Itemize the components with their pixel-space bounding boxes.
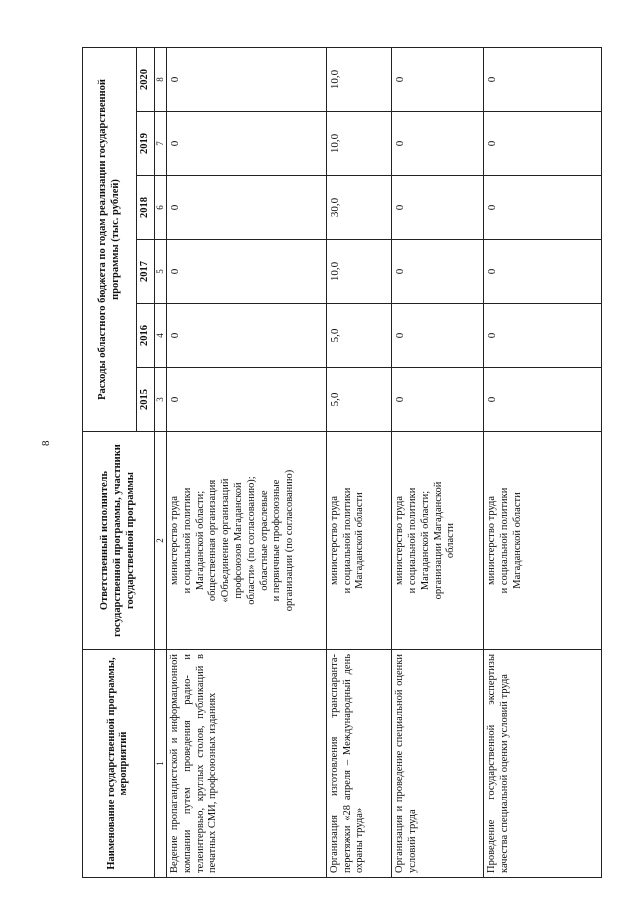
column-number: 4	[154, 304, 166, 368]
table-row	[167, 47, 327, 877]
expense-value: 0	[484, 176, 602, 240]
expense-value: 0	[392, 304, 484, 368]
expense-value: 0	[484, 368, 602, 432]
table-row	[484, 47, 602, 877]
responsible-line: министерство труда	[486, 495, 498, 586]
expense-value: 10,0	[326, 112, 391, 176]
header-year: 2018	[137, 176, 155, 240]
activity-name: Ведение пропагандистской и информационной компании путем проведения радио- и телеинтервью, круглых столов, публикаций в печатных СМИ, профсоюзных изданиях	[167, 650, 327, 878]
expense-value: 0	[484, 112, 602, 176]
expense-value: 0	[392, 176, 484, 240]
column-number: 3	[154, 368, 166, 432]
responsible-line: области» (по согласованию);	[245, 476, 257, 605]
responsible-line: и социальной политики	[181, 487, 193, 594]
column-number: 6	[154, 176, 166, 240]
expense-value: 0	[392, 112, 484, 176]
expense-value: 5,0	[326, 368, 391, 432]
expense-value: 0	[392, 47, 484, 111]
expense-value: 0	[392, 368, 484, 432]
responsible-line: Магаданской области	[511, 492, 523, 589]
expense-value: 0	[484, 47, 602, 111]
page-number: 8	[40, 440, 52, 446]
header-row	[83, 47, 137, 877]
table-row	[392, 47, 484, 877]
activity-name: Организация изготовления транспаранта-перетяжки «28 апреля – Международный день охраны труда»	[326, 650, 391, 878]
responsible-line: профсоюзов Магаданской	[233, 482, 245, 599]
header-year: 2016	[137, 304, 155, 368]
responsible-line: и социальной политики	[341, 487, 353, 594]
responsible-executor	[484, 432, 602, 650]
expense-value: 0	[167, 176, 327, 240]
responsible-line: общественная организация	[207, 479, 219, 602]
header-year: 2019	[137, 112, 155, 176]
responsible-line: министерство труда	[328, 495, 340, 586]
column-number: 1	[154, 650, 166, 878]
header-year: 2015	[137, 368, 155, 432]
header-name: Наименование государственной программы, мероприятий	[83, 650, 155, 878]
responsible-line: «Объединение организаций	[220, 478, 232, 603]
responsible-line: областные отраслевые	[258, 490, 270, 591]
expense-value: 0	[167, 112, 327, 176]
expense-value: 10,0	[326, 47, 391, 111]
expense-value: 5,0	[326, 304, 391, 368]
responsible-line: министерство труда	[394, 495, 406, 586]
responsible-executor	[392, 432, 484, 650]
column-number: 2	[154, 432, 166, 650]
expense-value: 0	[167, 368, 327, 432]
expense-value: 30,0	[326, 176, 391, 240]
header-expenses: Расходы областного бюджета по годам реализации государственной программы (тыс. рублей)	[83, 47, 137, 431]
rotated-table-wrapper	[82, 48, 602, 878]
responsible-line: Магаданской области;	[419, 490, 431, 591]
header-year: 2020	[137, 47, 155, 111]
expense-value: 0	[484, 304, 602, 368]
responsible-line: организации Магаданской	[432, 481, 444, 600]
responsible-line: и социальной политики	[499, 487, 511, 594]
expense-value: 0	[392, 240, 484, 304]
responsible-line: и первичные профсоюзные	[271, 479, 283, 602]
table-row	[326, 47, 391, 877]
expense-value: 10,0	[326, 240, 391, 304]
column-number: 5	[154, 240, 166, 304]
header-year: 2017	[137, 240, 155, 304]
expense-value: 0	[167, 47, 327, 111]
responsible-executor	[167, 432, 327, 650]
column-number: 8	[154, 47, 166, 111]
expense-value: 0	[167, 240, 327, 304]
responsible-line: Магаданской области;	[194, 490, 206, 591]
responsible-line: министерство труда	[169, 495, 181, 586]
activity-name: Организация и проведение специальной оценки условий труда	[392, 650, 484, 878]
expense-value: 0	[167, 304, 327, 368]
activity-name: Проведение государственной экспертизы качества специальной оценки условий труда	[484, 650, 602, 878]
column-number: 7	[154, 112, 166, 176]
responsible-line: Магаданской области	[354, 492, 366, 589]
responsible-line: области	[445, 522, 457, 559]
responsible-line: организации (по согласованию)	[284, 469, 296, 612]
responsible-executor	[326, 432, 391, 650]
column-number-row	[154, 47, 166, 877]
expense-value: 0	[484, 240, 602, 304]
header-responsible: Ответственный исполнитель государственной программы, участники государственной программы	[83, 432, 155, 650]
responsible-line: и социальной политики	[406, 487, 418, 594]
program-expenses-table	[82, 47, 602, 878]
